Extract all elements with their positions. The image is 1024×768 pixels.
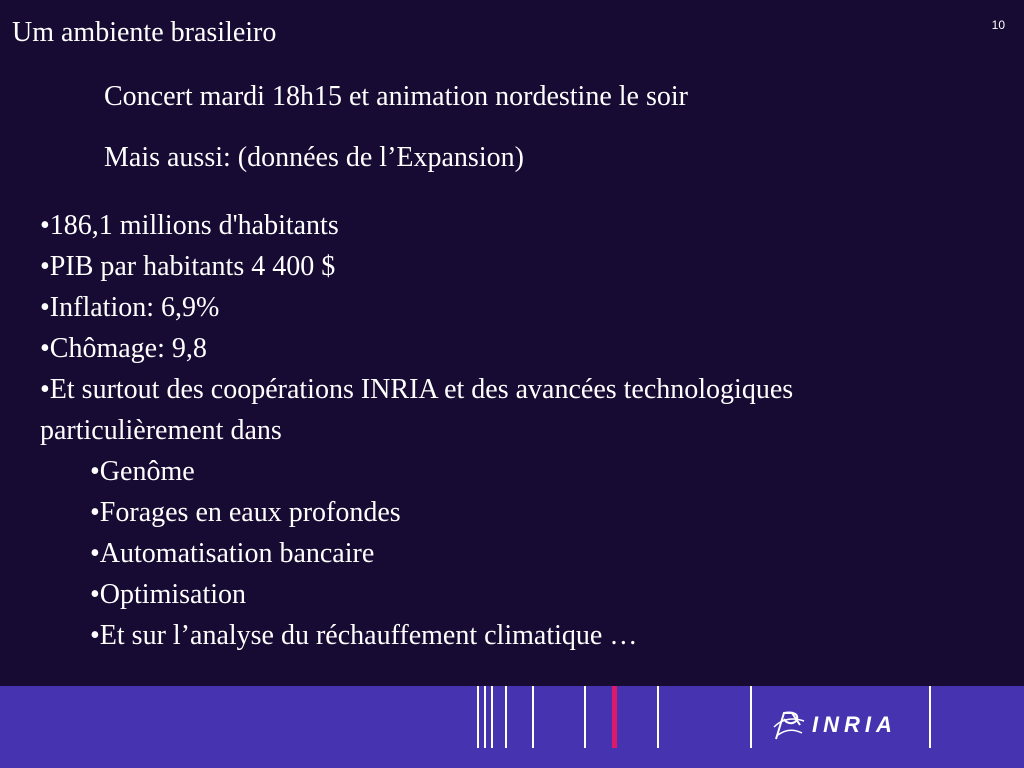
bullet-cooperations: •Et surtout des coopérations INRIA et des avancées technologiques [40,374,794,405]
bullet-gdp: •PIB par habitants 4 400 $ [40,251,336,282]
footer-divider [929,686,931,748]
sub-bullet-climate: •Et sur l’analyse du réchauffement climatique … [90,620,638,651]
footer-divider [477,686,479,748]
bullet-unemployment: •Chômage: 9,8 [40,333,207,364]
sub-bullet-deep-water-drilling: •Forages en eaux profondes [90,497,401,528]
footer-divider [750,686,752,748]
intro-line-concert: Concert mardi 18h15 et animation nordestine le soir [104,81,688,112]
slide-title: Um ambiente brasileiro [12,17,277,48]
footer-divider [484,686,486,748]
footer-divider [584,686,586,748]
sub-bullet-banking-automation: •Automatisation bancaire [90,538,375,569]
sub-bullet-genome: •Genôme [90,456,195,487]
bullet-population: •186,1 millions d'habitants [40,210,339,241]
bullet-inflation: •Inflation: 6,9% [40,292,220,323]
footer-accent-divider [612,686,617,748]
bullet-cooperations-continued: particulièrement dans [40,415,282,446]
footer-divider [491,686,493,748]
inria-logo-text: INRIA [812,712,897,737]
slide-number: 10 [991,18,1005,32]
footer-divider [532,686,534,748]
footer-divider [505,686,507,748]
inria-logo-icon [770,705,810,745]
sub-bullet-optimisation: •Optimisation [90,579,247,610]
inria-logo [770,705,897,745]
intro-line-source: Mais aussi: (données de l’Expansion) [104,142,524,173]
footer-divider [657,686,659,748]
bullet-list [40,205,1000,656]
